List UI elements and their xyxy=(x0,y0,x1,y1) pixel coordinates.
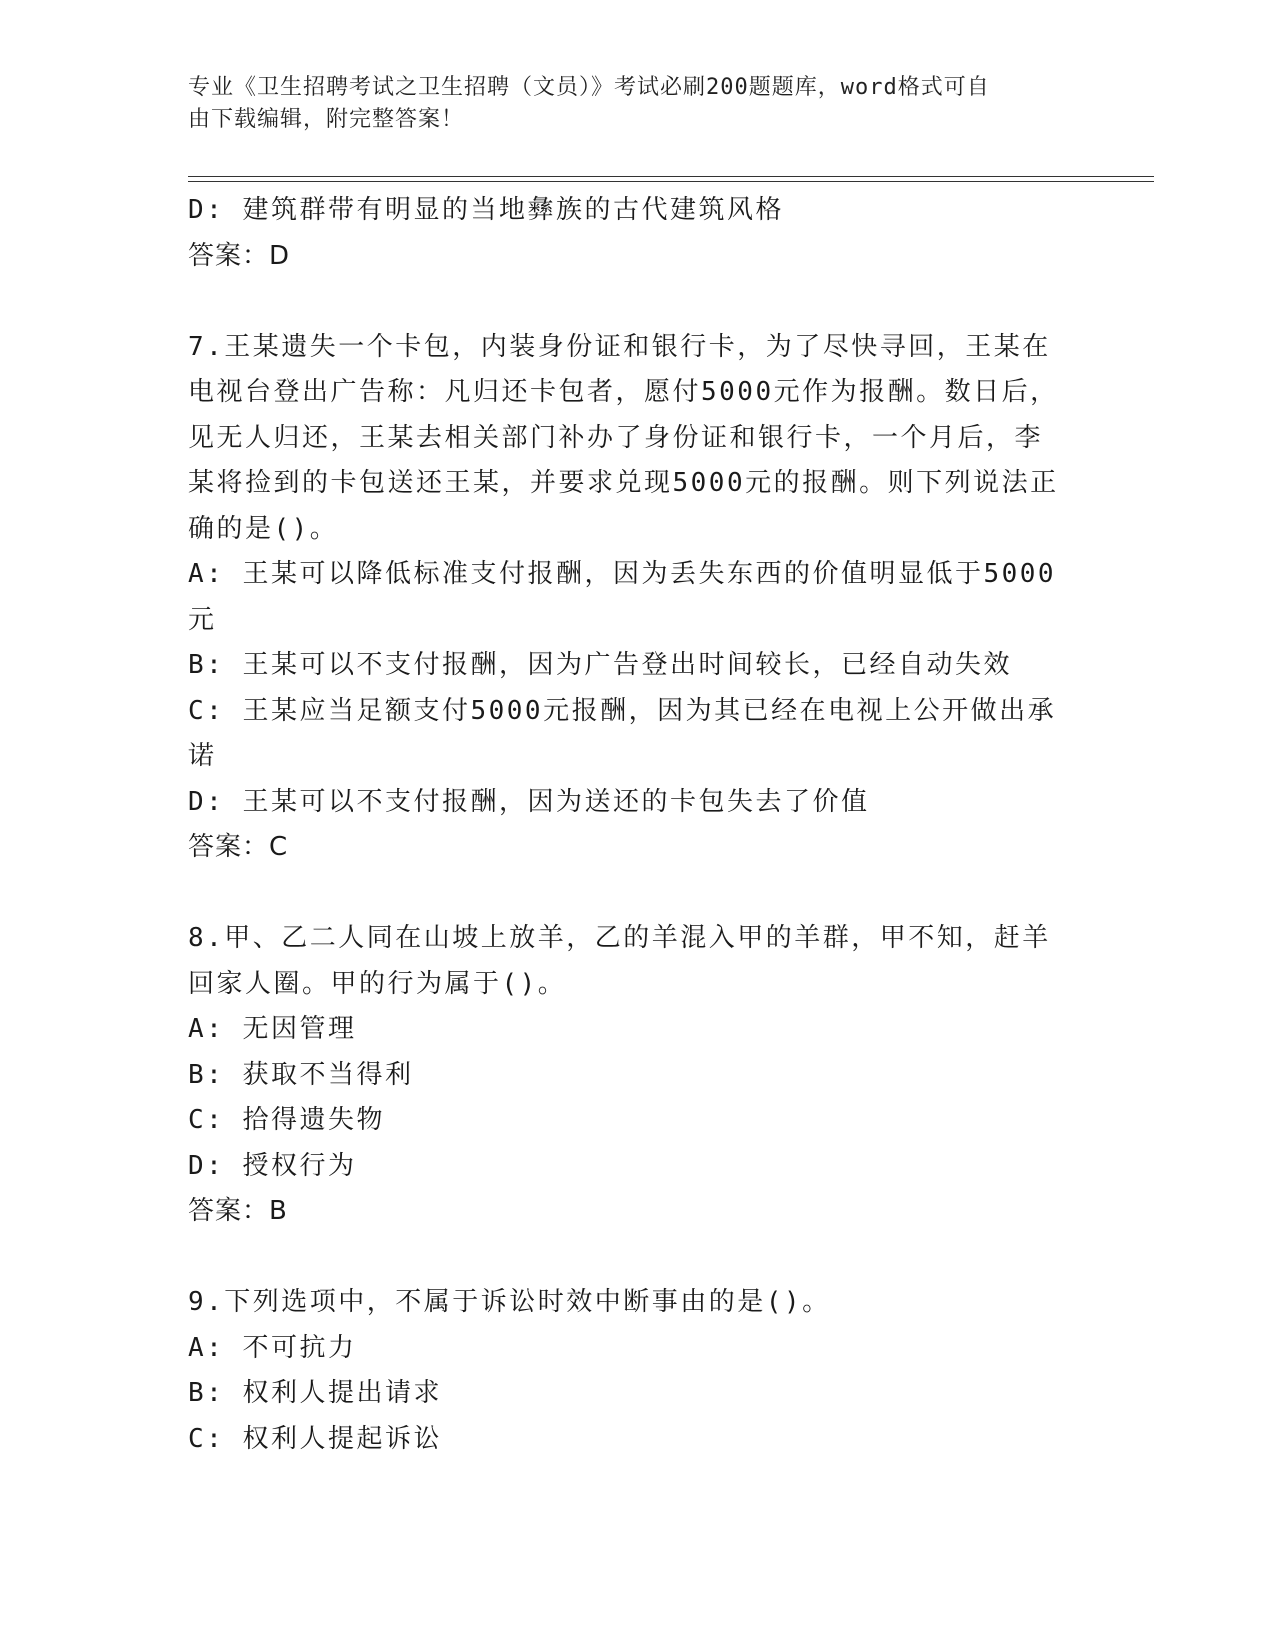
spacer xyxy=(188,1235,1088,1281)
option-c: C: 权利人提起诉讼 xyxy=(188,1423,442,1454)
question-stem-line: 确的是()。 xyxy=(188,513,339,544)
question-stem-line: 8.甲、乙二人同在山坡上放羊，乙的羊混入甲的羊群，甲不知，赶羊 xyxy=(188,923,1051,953)
header-divider-bottom xyxy=(188,181,1154,182)
answer-line: 答案：B xyxy=(188,1196,288,1226)
option-d: D: 建筑群带有明显的当地彝族的古代建筑风格 xyxy=(188,195,784,225)
answer-line: 答案：C xyxy=(188,832,289,862)
option-c-continued: 诺 xyxy=(188,741,217,771)
question-stem-line: 某将捡到的卡包送还王某，并要求兑现5000元的报酬。则下列说法正 xyxy=(188,468,1059,498)
option-a-continued: 元 xyxy=(188,604,217,635)
question-stem-line: 9.下列选项中，不属于诉讼时效中断事由的是()。 xyxy=(188,1287,831,1317)
question-9 xyxy=(188,1280,1088,1462)
option-c: C: 王某应当足额支付5000元报酬，因为其已经在电视上公开做出承 xyxy=(188,695,1057,726)
question-stem-line: 7.王某遗失一个卡包，内装身份证和银行卡，为了尽快寻回，王某在 xyxy=(188,331,1051,362)
option-a: A: 无因管理 xyxy=(188,1014,357,1044)
document-header xyxy=(188,72,1068,136)
answer-line: 答案：D xyxy=(188,240,291,271)
option-d: D: 授权行为 xyxy=(188,1150,357,1181)
header-title-line-2: 由下载编辑，附完整答案！ xyxy=(188,107,465,132)
question-stem-line: 回家人圈。甲的行为属于()。 xyxy=(188,968,567,999)
header-divider-top xyxy=(188,176,1154,177)
spacer xyxy=(188,871,1088,917)
spacer xyxy=(188,279,1088,325)
option-b: B: 王某可以不支付报酬，因为广告登出时间较长，已经自动失效 xyxy=(188,650,1012,680)
option-d: D: 王某可以不支付报酬，因为送还的卡包失去了价值 xyxy=(188,786,870,817)
question-stem-line: 见无人归还，王某去相关部门补办了身份证和银行卡，一个月后，李 xyxy=(188,422,1044,453)
question-7 xyxy=(188,325,1088,871)
header-title-line-1: 专业《卫生招聘考试之卫生招聘（文员）》考试必刷200题题库，word格式可自 xyxy=(188,75,990,100)
question-8 xyxy=(188,916,1088,1235)
option-c: C: 拾得遗失物 xyxy=(188,1105,385,1135)
question-stem-line: 电视台登出广告称：凡归还卡包者，愿付5000元作为报酬。数日后， xyxy=(188,377,1059,407)
option-b: B: 获取不当得利 xyxy=(188,1059,414,1090)
document-body xyxy=(188,188,1088,1462)
option-a: A: 不可抗力 xyxy=(188,1332,357,1363)
option-a: A: 王某可以降低标准支付报酬，因为丢失东西的价值明显低于5000 xyxy=(188,559,1057,589)
question-6-tail xyxy=(188,188,1088,279)
option-b: B: 权利人提出请求 xyxy=(188,1378,442,1408)
